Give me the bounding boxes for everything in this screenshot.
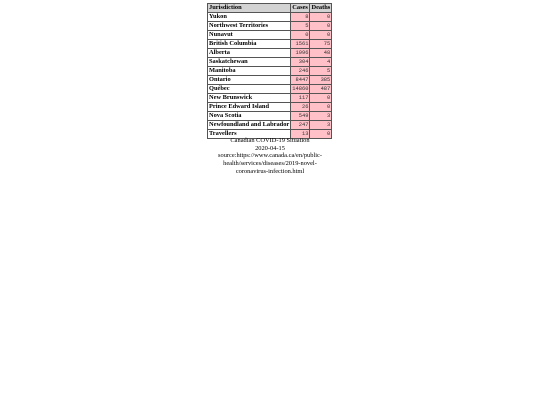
jurisdiction-cell: New Brunswick [208,94,291,103]
cases-cell: 14860 [292,86,309,92]
table-row [208,76,332,85]
deaths-cell: 3 [310,112,332,121]
table-row [208,67,332,76]
cases-cell: 246 [291,67,310,76]
cases-cell: 26 [291,103,310,112]
table-row [208,13,332,22]
jurisdiction-cell: British Columbia [208,40,291,49]
header-deaths: Deaths [311,4,331,11]
deaths-cell: 0 [310,130,332,139]
jurisdiction-cell: Prince Edward Island [208,103,291,112]
header-cases: Cases [291,4,310,13]
deaths-cell: 75 [310,40,332,49]
deaths-cell: 48 [310,49,332,58]
caption-source-line: health/services/diseases/2019-novel- [223,160,317,168]
table-row [208,94,332,103]
table-row [208,22,332,31]
table-row [208,58,332,67]
table-row [208,49,332,58]
cases-cell: 1561 [291,40,310,49]
caption-source-line: source:https://www.canada.ca/en/public- [218,152,322,160]
covid-table-container [207,3,333,139]
deaths-cell: 0 [310,94,332,103]
caption-title: Canadian COVID-19 Situation [230,137,310,144]
table-row [208,103,332,112]
jurisdiction-cell: Saskatchewan [208,58,291,67]
deaths-cell: 487 [310,85,332,94]
deaths-cell: 0 [310,103,332,112]
jurisdiction-cell: Travellers [208,130,291,139]
cases-cell: 0 [291,31,310,40]
jurisdiction-cell: Yukon [208,13,291,22]
table-row [208,40,332,49]
deaths-cell: 4 [310,58,332,67]
header-jurisdiction: Jurisdiction [208,4,291,13]
jurisdiction-cell: Alberta [208,49,291,58]
cases-cell: 304 [291,58,310,67]
caption-source-line: coronavirus-infection.html [235,167,305,175]
cases-cell: 8447 [291,76,310,85]
cases-cell: 8 [291,13,310,22]
table-body [208,13,332,139]
cases-cell: 549 [291,112,310,121]
table-row [208,31,332,40]
table-row [208,85,332,94]
table-row [208,121,332,130]
deaths-cell: 5 [310,67,332,76]
jurisdiction-cell: Ontario [208,76,291,85]
jurisdiction-cell: Northwest Territories [208,22,291,31]
jurisdiction-cell: Nova Scotia [208,112,291,121]
covid-table [207,3,332,139]
deaths-cell: 3 [310,121,332,130]
cases-cell: 13 [291,130,310,139]
cases-cell: 117 [291,94,310,103]
table-row [208,112,332,121]
deaths-cell: 385 [310,76,332,85]
jurisdiction-cell: Newfoundland and Labrador [209,121,290,128]
deaths-cell: 0 [310,13,332,22]
cases-cell: 1996 [291,49,310,58]
table-caption [207,137,333,176]
caption-date: 2020-04-15 [255,144,285,152]
deaths-cell: 0 [310,22,332,31]
jurisdiction-cell: Québec [208,85,291,94]
cases-cell: 247 [291,121,310,130]
jurisdiction-cell: Nunavut [208,31,291,40]
deaths-cell: 0 [310,31,332,40]
cases-cell: 5 [291,22,310,31]
table-header-row [208,4,332,13]
jurisdiction-cell: Manitoba [208,67,291,76]
